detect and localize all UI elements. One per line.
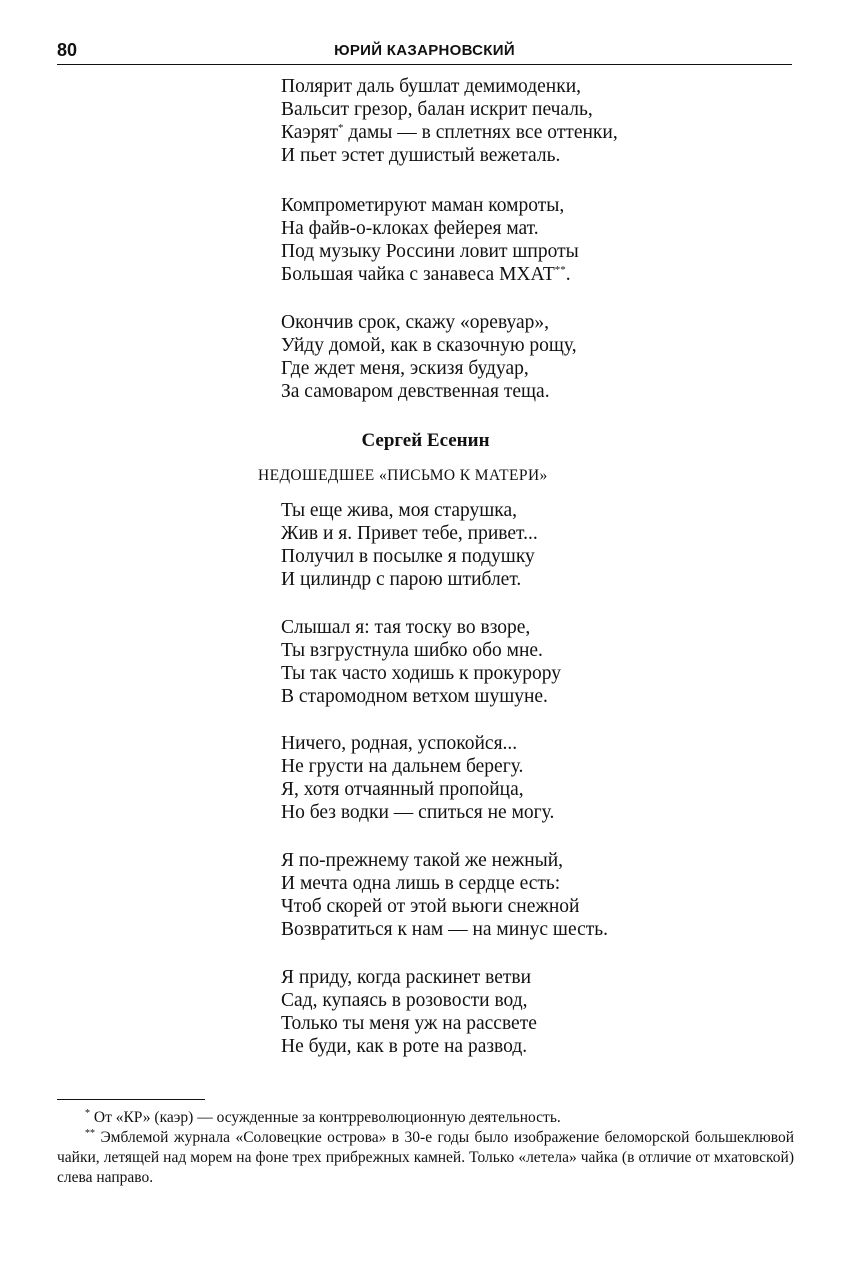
footnotes — [57, 1108, 794, 1188]
poem-title: НЕДОШЕДШЕЕ «ПИСЬМО К МАТЕРИ» — [258, 467, 548, 484]
poem2-stanza-4 — [281, 849, 608, 941]
verse-line: Ничего, родная, успокойся... — [281, 733, 518, 754]
verse-line: И мечта одна лишь в сердце есть: — [281, 873, 561, 894]
verse-line: Сад, купаясь в розовости вод, — [281, 990, 528, 1011]
verse-line: Полярит даль бушлат демимоденки, — [281, 76, 582, 97]
verse-line: В старомодном ветхом шушуне. — [281, 686, 548, 707]
verse-line: Под музыку Россини ловит шпроты — [281, 241, 579, 262]
poem2-stanza-3 — [281, 732, 554, 824]
verse-line: Не буди, как в роте на развод. — [281, 1036, 528, 1057]
footnote-marker: ** — [554, 264, 566, 276]
footnote-separator — [57, 1099, 205, 1100]
verse-line: И цилиндр с парою штиблет. — [281, 569, 522, 590]
verse-line: Компрометируют маман комроты, — [281, 195, 565, 216]
footnote-marker: * — [85, 1108, 90, 1119]
verse-line-text: дамы — в сплетнях все оттенки, — [343, 122, 618, 143]
verse-line: Уйду домой, как в сказочную рощу, — [281, 335, 577, 356]
verse-line: Жив и я. Привет тебе, привет... — [281, 523, 538, 544]
verse-line: На файв-о-клоках фейерея мат. — [281, 218, 539, 239]
running-head — [57, 38, 792, 65]
poem2-stanza-2 — [281, 616, 561, 708]
footnote-1 — [57, 1108, 794, 1128]
verse-line: Не грусти на дальнем берегу. — [281, 756, 524, 777]
verse-line: Где ждет меня, эскизя будуар, — [281, 358, 529, 379]
footnote-marker: * — [338, 122, 344, 134]
verse-line: Я по-прежнему такой же нежный, — [281, 850, 564, 871]
verse-line: Только ты меня уж на рассвете — [281, 1013, 537, 1034]
verse-line: За самоваром девственная теща. — [281, 381, 550, 402]
verse-line: Окончив срок, скажу «оревуар», — [281, 312, 550, 333]
verse-line: Вальсит грезор, балан искрит печаль, — [281, 99, 593, 120]
verse-line: Ты взгрустнула шибко обо мне. — [281, 640, 543, 661]
poem2-stanza-5 — [281, 966, 537, 1058]
poem2-stanza-1 — [281, 499, 538, 591]
verse-line: Я приду, когда раскинет ветви — [281, 967, 532, 988]
poem1-stanza-1 — [281, 75, 618, 167]
running-title: ЮРИЙ КАЗАРНОВСКИЙ — [334, 42, 515, 59]
verse-line: Ты еще жива, моя старушка, — [281, 500, 517, 521]
verse-line: Но без водки — спиться не могу. — [281, 802, 555, 823]
verse-line — [281, 121, 618, 144]
verse-line-text: Большая чайка с занавеса МХАТ — [281, 264, 555, 285]
footnote-text: От «КР» (каэр) — осужденные за контрреволюционную деятельность. — [90, 1109, 561, 1126]
page-number: 80 — [57, 40, 78, 60]
author-name: Сергей Есенин — [361, 430, 490, 451]
verse-line — [281, 263, 579, 286]
footnote-2 — [57, 1128, 794, 1188]
poem-author — [0, 430, 851, 452]
verse-line: Возвратиться к нам — на минус шесть. — [281, 919, 609, 940]
verse-line-text: Каэрят — [281, 122, 339, 143]
verse-line-text: . — [565, 264, 571, 285]
verse-line: Ты так часто ходишь к прокурору — [281, 663, 561, 684]
verse-line: Чтоб скорей от этой вьюги снежной — [281, 896, 580, 917]
verse-line: И пьет эстет душистый вежеталь. — [281, 145, 561, 166]
footnote-marker: ** — [85, 1128, 95, 1139]
verse-line: Слышал я: тая тоску во взоре, — [281, 617, 531, 638]
footnote-text: Эмблемой журнала «Соловецкие острова» в 30-е годы было изображение беломорской большеклювой чайки, летящей над морем на фоне трех прибрежных камней. Только «летела» чайка (в отличие от мхатовской) слева направо. — [57, 1129, 794, 1186]
verse-line: Я, хотя отчаянный пропойца, — [281, 779, 524, 800]
verse-line: Получил в посылке я подушку — [281, 546, 535, 567]
poem1-stanza-3 — [281, 311, 577, 403]
poem1-stanza-2 — [281, 194, 579, 286]
